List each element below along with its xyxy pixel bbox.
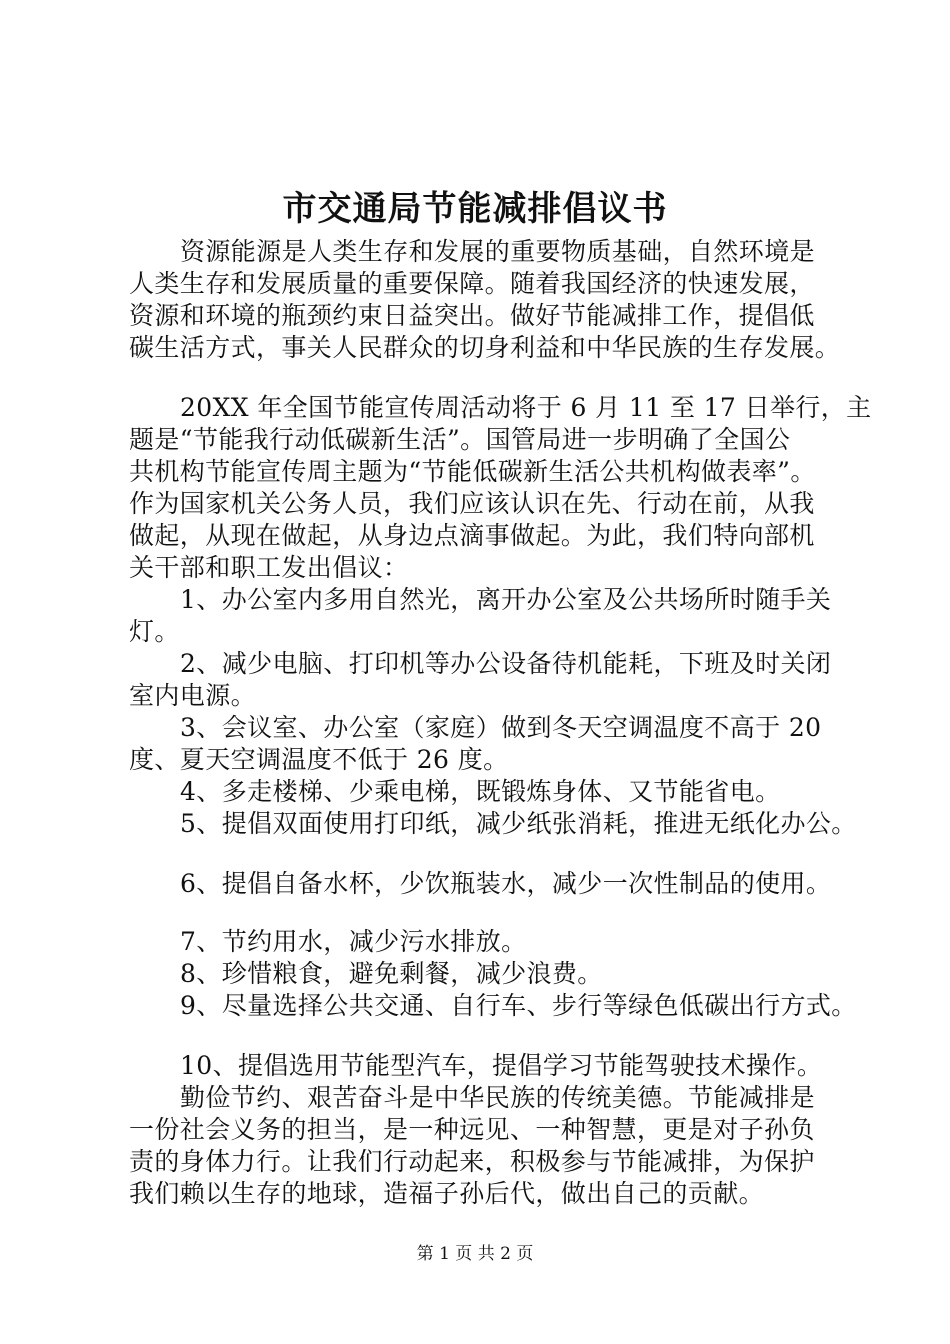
- paragraph-2-line: 题是“节能我行动低碳新生活”。国管局进一步明确了全国公: [129, 425, 791, 454]
- proposal-item-4: 4、多走楼梯、少乘电梯，既锻炼身体、又节能省电。: [180, 777, 781, 806]
- proposal-item-5: 5、提倡双面使用打印纸，减少纸张消耗，推进无纸化办公。: [180, 809, 857, 838]
- proposal-item-6: 6、提倡自备水杯，少饮瓶装水，减少一次性制品的使用。: [180, 869, 832, 898]
- proposal-item-1: 1、办公室内多用自然光，离开办公室及公共场所时随手关: [180, 585, 832, 614]
- paragraph-3-line: 责的身体力行。让我们行动起来，积极参与节能减排，为保护: [129, 1147, 815, 1176]
- paragraph-1-line: 资源能源是人类生存和发展的重要物质基础，自然环境是: [180, 237, 816, 266]
- page-footer: 第 1 页 共 2 页: [416, 1244, 534, 1264]
- paragraph-1-line: 人类生存和发展质量的重要保障。随着我国经济的快速发展，: [129, 269, 815, 298]
- paragraph-3-line: 一份社会义务的担当，是一种远见、一种智慧，更是对子孙负: [129, 1115, 815, 1144]
- proposal-item-9: 9、尽量选择公共交通、自行车、步行等绿色低碳出行方式。: [180, 991, 857, 1020]
- proposal-item-7: 7、节约用水，减少污水排放。: [180, 927, 527, 956]
- paragraph-2-line: 关干部和职工发出倡议：: [129, 553, 409, 582]
- paragraph-2-line: 20XX 年全国节能宣传周活动将于 6 月 11 至 17 日举行，主: [180, 393, 872, 422]
- paragraph-3-line: 我们赖以生存的地球，造福子孙后代，做出自己的贡献。: [129, 1179, 765, 1208]
- document-title: 市交通局节能减排倡议书: [282, 189, 668, 229]
- proposal-item-1-cont: 灯。: [129, 617, 180, 646]
- paragraph-2-line: 共机构节能宣传周主题为“节能低碳新生活公共机构做表率”。: [129, 457, 816, 486]
- paragraph-1-line: 碳生活方式，事关人民群众的切身利益和中华民族的生存发展。: [129, 333, 841, 362]
- paragraph-2-line: 做起，从现在做起，从身边点滴事做起。为此，我们特向部机: [129, 521, 815, 550]
- proposal-item-8: 8、珍惜粮食，避免剩餐，减少浪费。: [180, 959, 603, 988]
- proposal-item-2: 2、减少电脑、打印机等办公设备待机能耗，下班及时关闭: [180, 649, 832, 678]
- proposal-item-10: 10、提倡选用节能型汽车，提倡学习节能驾驶技术操作。: [180, 1051, 823, 1080]
- proposal-item-3: 3、会议室、办公室（家庭）做到冬天空调温度不高于 20: [180, 713, 822, 742]
- paragraph-1-line: 资源和环境的瓶颈约束日益突出。做好节能减排工作，提倡低: [129, 301, 815, 330]
- proposal-item-2-cont: 室内电源。: [129, 681, 257, 710]
- proposal-item-3-cont: 度、夏天空调温度不低于 26 度。: [129, 745, 509, 774]
- paragraph-2-line: 作为国家机关公务人员，我们应该认识在先、行动在前，从我: [129, 489, 815, 518]
- paragraph-3-line: 勤俭节约、艰苦奋斗是中华民族的传统美德。节能减排是: [180, 1083, 816, 1112]
